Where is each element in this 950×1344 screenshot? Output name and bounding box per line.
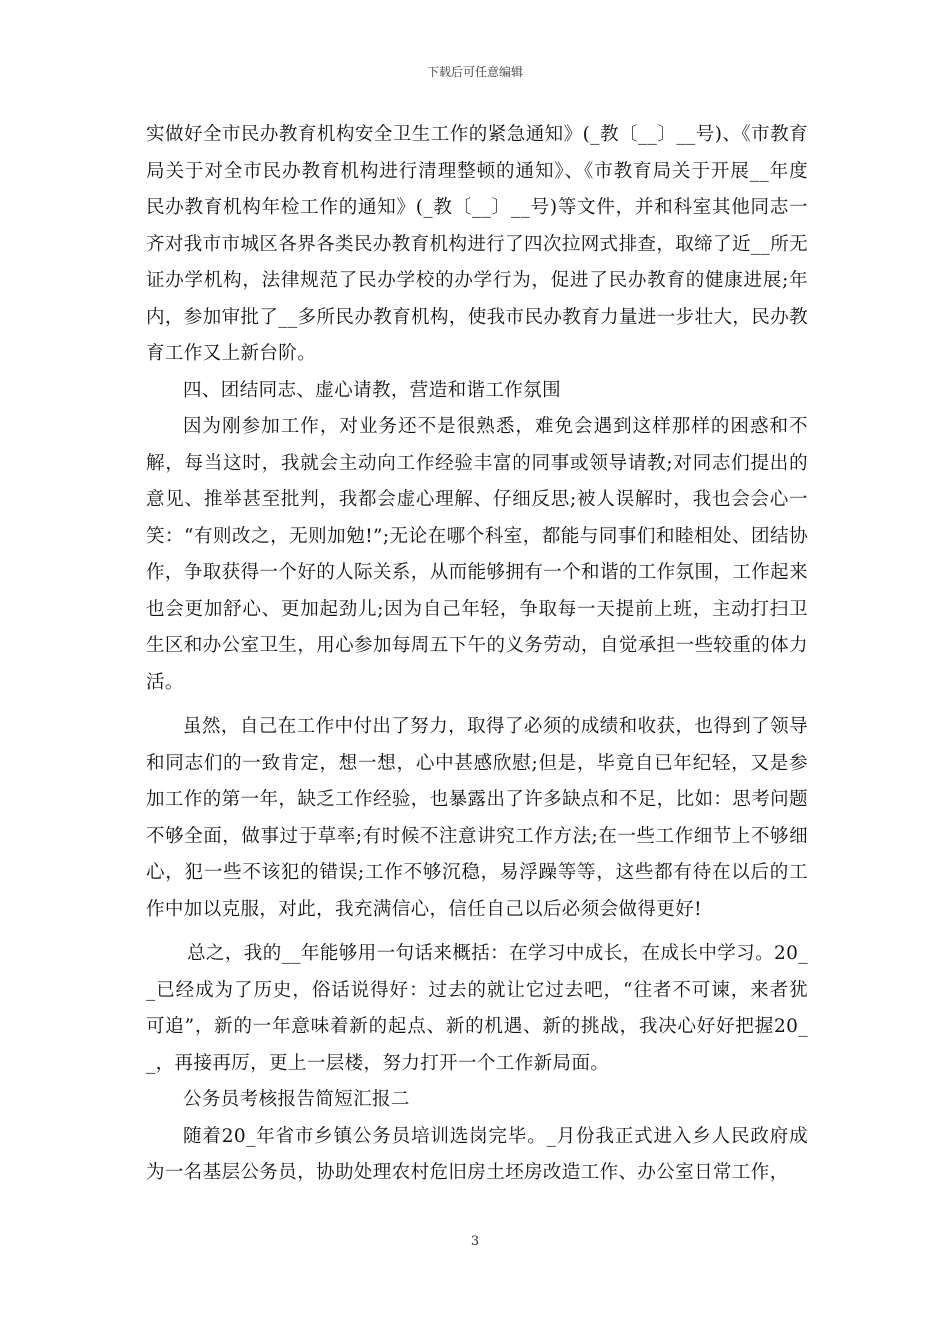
paragraph-shortcomings: 虽然，自己在工作中付出了努力，取得了必须的成绩和收获，也得到了领导和同志们的一致肯定，想一想，心中甚感欣慰;但是，毕竟自已年纪轻，又是参加工作的第一年，缺乏工作经验，也暴露出了许多缺点和不足，比如：思考问题不够全面，做事过于草率;有时候不注意讲究工作方法;在一些工作细节上不够细心，犯一些不该犯的错误;工作不够沉稳，易浮躁等等，这些都有待在以后的工作中加以克服，对此，我充满信心，信任自己以后必须会做得更好! [146, 716, 808, 920]
paragraph-report-two-intro: 随着20_年省市乡镇公务员培训选岗完毕。_月份我正式进入乡人民政府成为一名基层公务员，协助处理农村危旧房土坯房改造工作、办公室日常工作， [146, 1125, 808, 1183]
paragraph-summary: 总之，我的__年能够用一句话来概括：在学习中成长，在成长中学习。20__已经成为了历史，俗话说得好：过去的就让它过去吧，“往者不可谏，来者犹可追”，新的一年意味着新的起点、新的机遇、新的挑战，我决心好好把握20__，再接再厉，更上一层楼，努力打开一个工作新局面。 [146, 943, 808, 1074]
paragraph-teamwork: 因为刚参加工作，对业务还不是很熟悉，难免会遇到这样那样的困惑和不解，每当这时，我就会主动向工作经验丰富的同事或领导请教;对同志们提出的意见、推举甚至批判，我都会虚心理解、仔细反思;被人误解时，我也会会心一笑：“有则改之，无则加勉!”;无论在哪个科室，都能与同事们和睦相处、团结协作，争取获得一个好的人际关系，从而能够拥有一个和谐的工作氛围，工作起来也会更加舒心、更加起劲儿;因为自己年轻，争取每一天提前上班，主动打扫卫生区和办公室卫生，用心参加每周五下午的义务劳动，自觉承担一些较重的体力活。 [146, 416, 808, 693]
page-header: 下载后可任意编辑 [426, 65, 523, 79]
section-heading-four: 四、团结同志、虚心请教，营造和谐工作氛围 [183, 379, 562, 401]
page-number: 3 [470, 1234, 480, 1249]
section-title-report-two: 公务员考核报告简短汇报二 [183, 1089, 410, 1110]
paragraph-continuation: 实做好全市民办教育机构安全卫生工作的紧急通知》(_教〔__〕__号)、《市教育局关于对全市民办教育机构进行清理整顿的通知》、《市教育局关于开展__年度民办教育机构年检工作的通知》(_教〔__〕__号)等文件，并和科室其他同志一齐对我市市城区各界各类民办教育机构进行了四次拉网式排查，取缔了近__所无证办学机构，法律规范了民办学校的办学行为，促进了民办教育的健康进展;年内，参加审批了__多所民办教育机构，使我市民办教育力量进一步壮大，民办教育工作又上新台阶。 [146, 124, 808, 364]
document-body [146, 117, 808, 1192]
